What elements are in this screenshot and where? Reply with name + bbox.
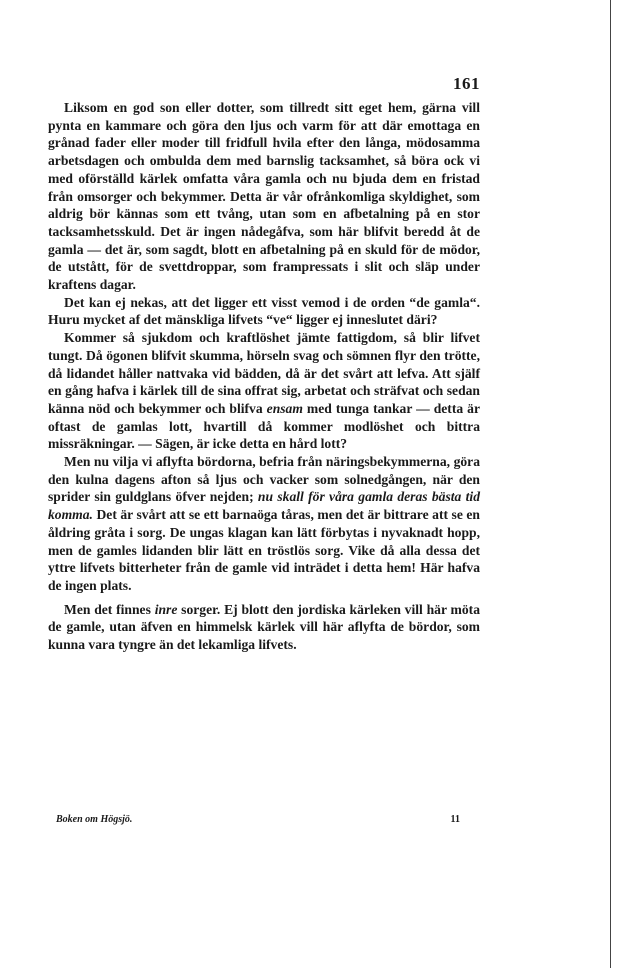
paragraph-3 xyxy=(48,329,480,453)
paragraph-3-emphasis: ensam xyxy=(266,400,303,416)
body-text xyxy=(48,99,480,654)
footer-signature: Boken om Högsjö. xyxy=(56,814,133,825)
paragraph-4-text-b: Det är svårt att se ett barnaöga tåras, men det är bittrare att se en åldring gråta i sorg. De ungas klagan kan lätt förbytas i nyvaknadt hopp, men de gamles lidanden blir lätt en tröstlös sorg. Vike då alla dessa det yttre lifvets bitterheter från de gamle vid inträdet i detta hem! Här hafva de ingen plats. xyxy=(48,507,480,593)
paragraph-5-text-b: sorger. Ej blott den jordiska kärleken vill här möta de gamle, utan äfven en himmelsk kärlek vill här aflyfta de bördor, som kunna vara tyngre än det lekamliga lifvets. xyxy=(48,601,480,653)
paragraph-5 xyxy=(48,601,480,654)
paragraph-4-text-a: Men nu vilja vi aflyfta bördorna, befria från näringsbekymmerna, göra den kulna dagens afton så ljus och vacker som solnedgången, när den sprider sin guldglans öfver nejden; xyxy=(48,454,480,505)
paragraph-4-emphasis: nu skall för våra gamla deras bästa tid komma. xyxy=(48,489,480,523)
paragraph-1-text: Liksom en god son eller dotter, som tillredt sitt eget hem, gärna vill pynta en kammare och göra den ljus och varm för att där emottaga en grånad fader eller moder till fridfull hvila efter den långa, mödosamma arbetsdagen och ombulda dem med barnslig tacksamhet, så böra ock vi med oförställd kärlek omfatta våra gamla och nu bjuda dem en fristad från omsorger och bekymmer. Detta är vår ofrånkomliga skyldighet, som aldrig bör kännas som ett tvång, utan som en afbetalning på en stor tacksamhetsskuld. Det är ingen nådegåfva, som här blifvit beredd åt de gamla — det är, som sagdt, blott en afbetalning på en skuld för de mödor, de utstått, för de svettdroppar, som frampressats i slit och släp under kraftens dagar. xyxy=(48,100,480,293)
paragraph-5-emphasis: inre xyxy=(154,601,178,617)
paragraph-2 xyxy=(48,294,480,329)
page-number: 161 xyxy=(453,74,480,93)
paragraph-3-text-a: Kommer så sjukdom och kraftlöshet jämte fattigdom, så blir lifvet tungt. Då ögonen blifvit skumma, hörseln svag och sömnen flyr den trötte, då lidandet håller nattvaka vid bädden, då är det svårt att lefva. Att själf en gång hafva i kärlek till de sina offrat sig, arbetat och sträfvat och sedan känna nöd och bekymmer och blifva xyxy=(48,330,480,416)
paragraph-1 xyxy=(48,99,480,294)
paragraph-5-text-a: Men det finnes xyxy=(64,601,155,617)
paragraph-3-text-b: med tunga tankar — detta är oftast de gamlas lott, hvartill då kommer modlöshet och bittra missräkningar. — Sägen, är icke detta en hård lott? xyxy=(48,400,480,452)
footer-sheet-number: 11 xyxy=(450,814,460,825)
scan-edge-line xyxy=(610,0,611,968)
paragraph-2-text: Det kan ej nekas, att det ligger ett visst vemod i de orden “de gamla“. Huru mycket af det mänskliga lifvets “ve“ ligger ej inneslutet däri? xyxy=(48,294,480,328)
paragraph-4 xyxy=(48,453,480,595)
